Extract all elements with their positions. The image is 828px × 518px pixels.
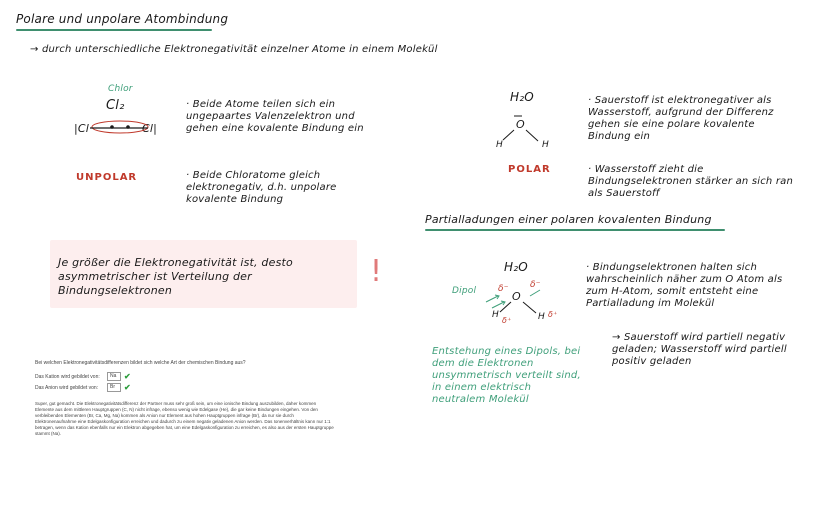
cl2-bullet-2: · Beide Chloratome gleich elektronegativ, d.h. unpolare kovalente Bindung <box>186 170 337 205</box>
check-icon: ✔ <box>124 372 131 381</box>
dipol-label: Dipol <box>452 286 477 296</box>
quiz-panel <box>35 360 335 437</box>
h2o-top-bond-left <box>503 130 514 140</box>
dipol-note: Entstehung eines Dipols, bei dem die Elektronen unsymmetrisch verteilt sind, in einem elektrisch neutralem Molekül <box>432 346 581 405</box>
quiz-row-anion <box>35 382 335 393</box>
quiz-row-cation <box>35 371 335 382</box>
section2-bond-right <box>523 302 536 313</box>
delta-minus-right: δ⁻ <box>530 280 541 290</box>
cl2-left-atom: |Cl <box>74 122 90 135</box>
h2o-top-bullet-2: · Wasserstoff zieht die Bindungselektronen stärker an sich ran als Sauerstoff <box>588 164 794 199</box>
cl2-electron-1 <box>110 125 114 129</box>
cl2-classification: UNPOLAR <box>76 172 138 183</box>
cl2-formula: Cl₂ <box>106 98 125 113</box>
quiz-row-cation-answer[interactable]: Na <box>107 372 121 381</box>
dipol-arrow-1 <box>486 296 498 302</box>
delta-plus-right: δ⁺ <box>548 310 558 319</box>
quiz-row-cation-label: Das Kation wird gebildet von: <box>35 373 100 380</box>
check-icon: ✔ <box>124 383 131 392</box>
cl2-electron-2 <box>126 125 130 129</box>
quiz-feedback: Super, gut gemacht. Die Elektronegativitätsdifferenz der Partner muss sehr groß sein, um eine ionische Bindung auszubilden, daher kommen Elemente aus dem mittleren Hauptgruppen (C, N) nicht infrage, ebenso wenig wie Edelgase (He), die gar keine Bindungen eingehen. Von den verbleibenden Elementen (Br, Ca, Mg, Na) kommen als Anion nur Element aus hohen Hauptgruppen infrage (Br), da nur sie durch Elektronenaufnahme eine Edelgaskonfiguration erreichen und dadurch zu einem negativ geladenen Anion werden. Das Ionenverhältnis kann nur 1:1 betragen, wenn das Kation ebenfalls nur ein Elektron abgegeben hat, um eine Edelgaskonfiguration zu erreichen, es also aus der ersten Hauptgruppe stammt (Na). <box>35 401 334 436</box>
delta-minus-left: δ⁻ <box>498 284 509 294</box>
h2o-top-bond-right <box>526 130 538 141</box>
h2o-top-formula: H₂O <box>510 90 534 104</box>
section2-bullet-2: → Sauerstoff wird partiell negativ geladen; Wasserstoff wird partiell positiv geladen <box>612 332 787 367</box>
dipol-arrow-2 <box>492 302 504 308</box>
subtitle: → durch unterschiedliche Elektronegativität einzelner Atome in einem Molekül <box>30 44 438 55</box>
cl2-bullet-1: · Beide Atome teilen sich ein ungepaartes Valenzelektron und gehen eine kovalente Bindung ein <box>186 99 364 134</box>
section2-title: Partialladungen einer polaren kovalenten Bindung <box>425 213 712 226</box>
page-title: Polare und unpolare Atombindung <box>16 12 229 26</box>
key-statement-text: Je größer die Elektronegativität ist, desto asymmetrischer ist Verteilung der Bindungselektronen <box>58 256 293 297</box>
cl2-label-top: Chlor <box>108 84 133 94</box>
section2-h-right: H <box>538 312 545 322</box>
exclamation-mark: ! <box>370 254 383 289</box>
delta-plus-left: δ⁺ <box>502 316 512 325</box>
cl2-right-atom: Cl| <box>142 122 158 135</box>
h2o-top-bullet-1: · Sauerstoff ist elektronegativer als Wasserstoff, aufgrund der Differenz gehen sie eine polare kovalente Bindung ein <box>588 95 774 142</box>
h2o-top-classification: POLAR <box>508 164 551 175</box>
h2o-top-h-right: H <box>542 140 549 150</box>
section2-bullet-1: · Bindungselektronen halten sich wahrscheinlich näher zum O Atom als zum H-Atom, somit entsteht eine Partialladung im Molekül <box>586 262 783 309</box>
dipol-arrow-3 <box>530 290 540 296</box>
section2-o-atom: O <box>512 290 521 303</box>
h2o-top-h-left: H <box>496 140 503 150</box>
section2-formula: H₂O <box>504 260 528 274</box>
cl2-bond-ellipse <box>92 121 148 133</box>
h2o-top-o-atom: O <box>516 118 525 131</box>
quiz-row-anion-answer[interactable]: Br <box>107 383 121 392</box>
quiz-row-anion-label: Das Anion wird gebildet von: <box>35 384 99 391</box>
quiz-question: Bei welchen Elektronegativitätsdifferenzen bildet sich welche Art der chemischen Bindung aus? <box>35 360 246 366</box>
section2-h-left: H <box>492 310 499 320</box>
